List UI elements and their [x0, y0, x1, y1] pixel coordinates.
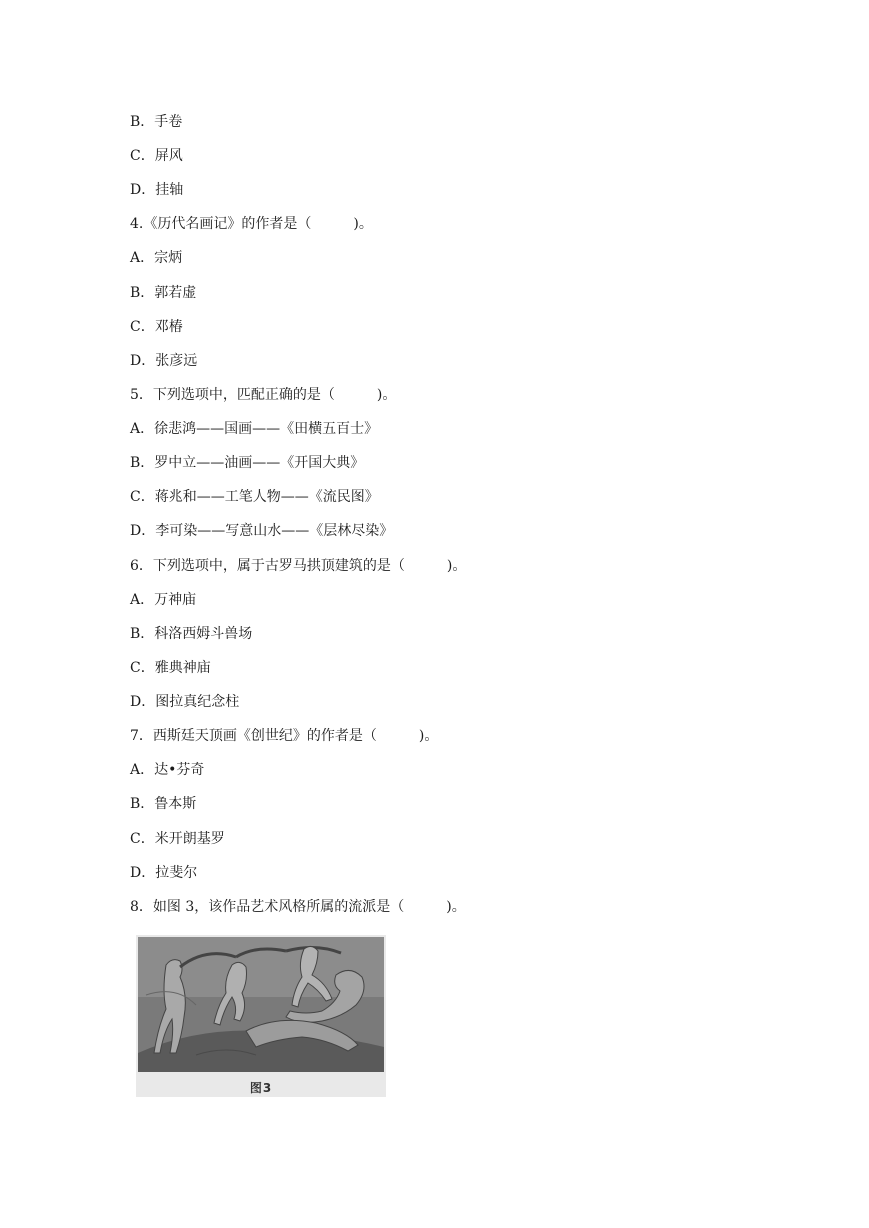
q5-option-a: A．徐悲鸿——国画——《田横五百士》	[130, 421, 379, 437]
q7-option-d: D．拉斐尔	[130, 865, 198, 881]
q8-stem: 8．如图 3，该作品艺术风格所属的流派是（ )。	[130, 899, 466, 915]
figure-caption: 图3	[249, 1081, 273, 1095]
q7-option-b: B．鲁本斯	[130, 796, 197, 812]
q5-option-d: D．李可染——写意山水——《层林尽染》	[130, 523, 394, 539]
q3-option-c: C．屏风	[130, 148, 183, 164]
dance-painting-image	[136, 935, 386, 1097]
q4-option-c: C．邓椿	[130, 319, 183, 335]
q6-option-a: A．万神庙	[130, 592, 197, 608]
q7-stem: 7．西斯廷天顶画《创世纪》的作者是（ )。	[130, 728, 439, 744]
q4-option-d: D．张彦远	[130, 353, 198, 369]
q4-stem: 4.《历代名画记》的作者是（ )。	[130, 216, 373, 232]
q4-option-b: B．郭若虚	[130, 285, 197, 301]
q7-option-c: C．米开朗基罗	[130, 831, 225, 847]
q6-option-c: C．雅典神庙	[130, 660, 211, 676]
q5-option-c: C．蒋兆和——工笔人物——《流民图》	[130, 489, 379, 505]
q6-stem: 6．下列选项中，属于古罗马拱顶建筑的是（ )。	[130, 558, 467, 574]
q7-option-a: A．达•芬奇	[130, 762, 205, 778]
q4-option-a: A．宗炳	[130, 250, 183, 266]
q6-option-b: B．科洛西姆斗兽场	[130, 626, 253, 642]
q5-stem: 5．下列选项中，匹配正确的是（ )。	[130, 387, 397, 403]
q5-option-b: B．罗中立——油画——《开国大典》	[130, 455, 365, 471]
q3-option-b: B．手卷	[130, 114, 183, 130]
q6-option-d: D．图拉真纪念柱	[130, 694, 240, 710]
q3-option-d: D．挂轴	[130, 182, 184, 198]
figure-3	[136, 935, 386, 1097]
